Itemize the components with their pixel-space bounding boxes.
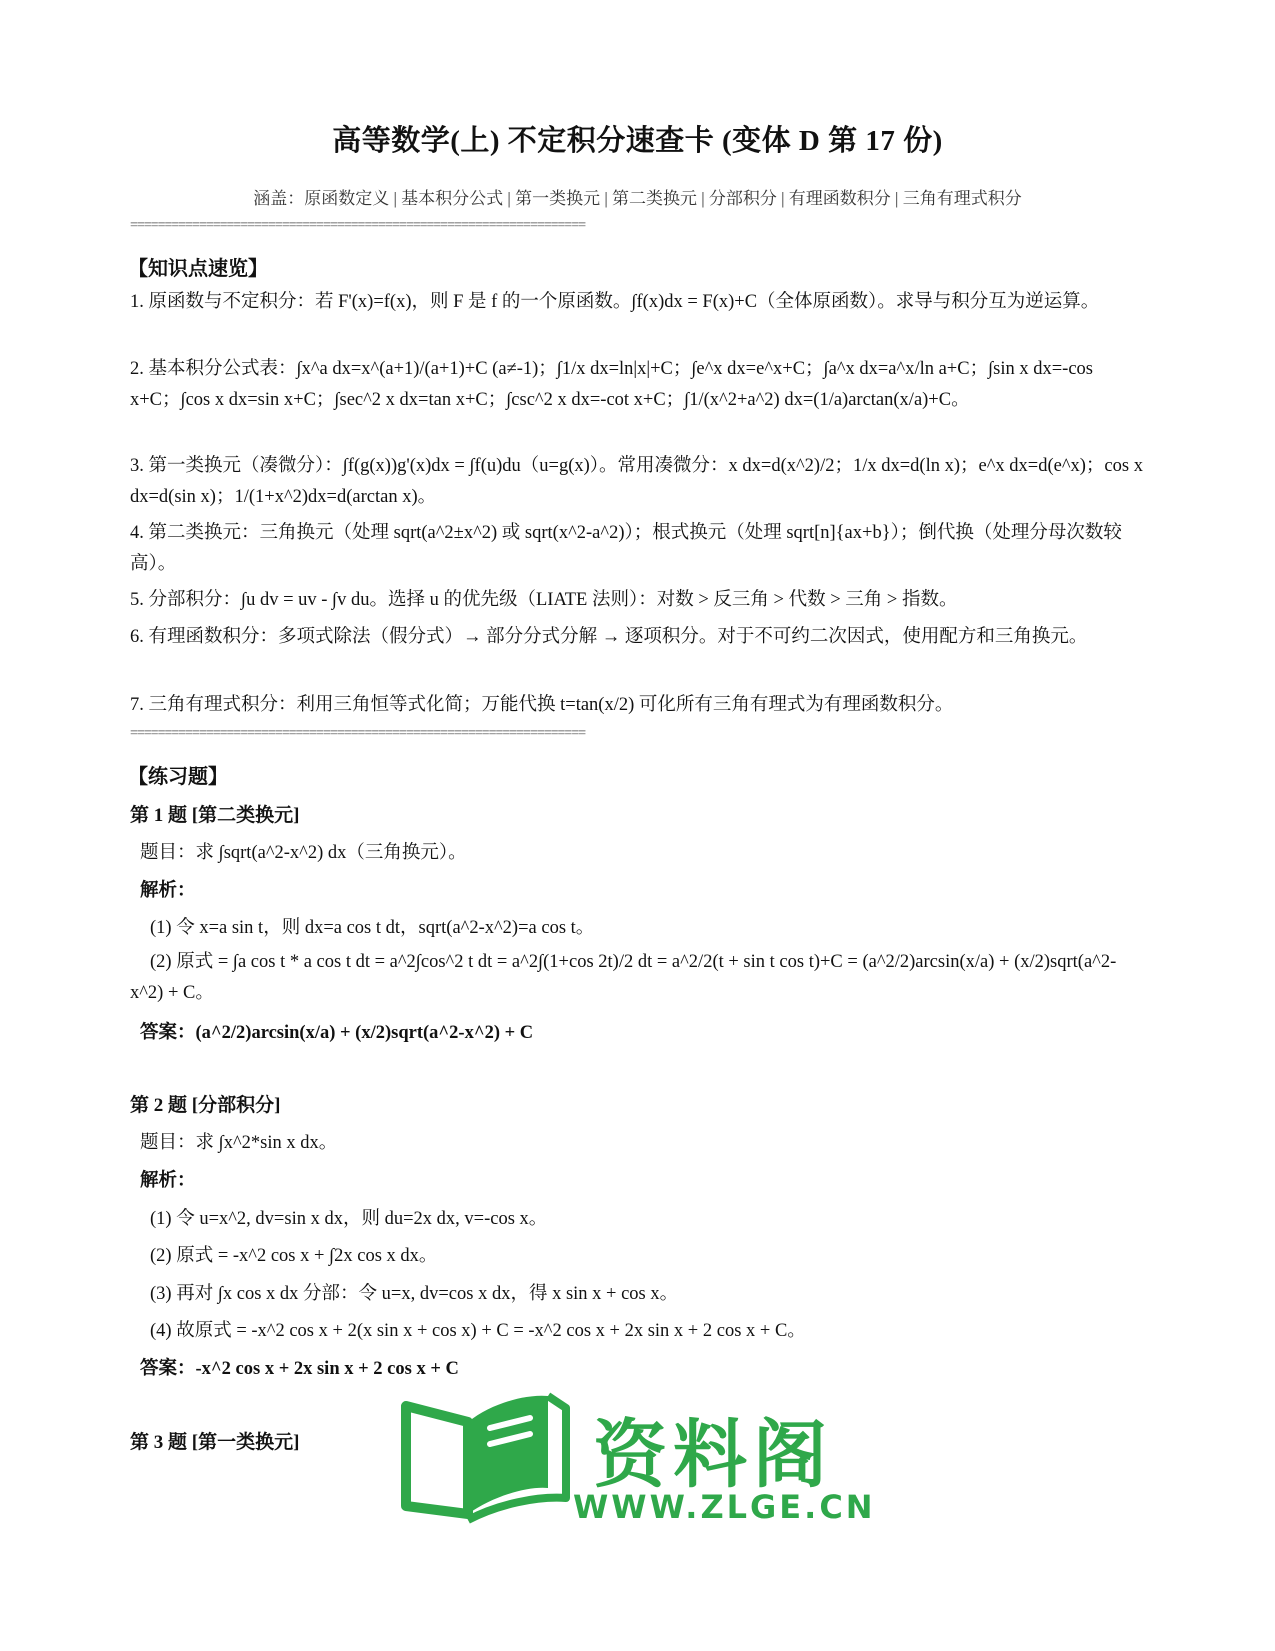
watermark [398,1388,876,1538]
open-book-icon [398,1388,573,1528]
analysis-label: 解析： [140,881,196,901]
question-1-answer: 答案：(a^2/2)arcsin(x/a) + (x/2)sqrt(a^2-x^2) + C [140,1023,534,1043]
knowledge-heading: 【知识点速览】 [128,258,268,280]
solution-step: (2) 原式 = ∫a cos t * a cos t dt = a^2∫cos^2 t dt = a^2∫(1+cos 2t)/2 dt = a^2/2(t + sin t cos t)+C = (a^2/2)arcsin(x/a) + (x/2)sqrt(a^2-x^2) + C。 [130,952,1117,1003]
knowledge-item: 2. 基本积分公式表：∫x^a dx=x^(a+1)/(a+1)+C (a≠-1)；∫1/x dx=ln|x|+C；∫e^x dx=e^x+C；∫a^x dx=a^x/ln a+C；∫sin x dx=-cos x+C；∫cos x dx=sin x+C；∫sec^2 x dx=tan x+C；∫csc^2 x dx=-cot x+C；∫1/(x^2+a^2) dx=(1/a)arctan(x/a)+C。 [130,359,1093,410]
solution-step: (4) 故原式 = -x^2 cos x + 2(x sin x + cos x) + C = -x^2 cos x + 2x sin x + 2 cos x + C。 [150,1321,806,1341]
watermark-url: WWW.ZLGE.CN [573,1488,876,1526]
solution-step: (1) 令 x=a sin t，则 dx=a cos t dt，sqrt(a^2-x^2)=a cos t。 [150,918,595,938]
question-2-title: 第 2 题 [分部积分] [130,1095,281,1116]
divider: ================================================================== [130,218,586,233]
page-title: 高等数学(上) 不定积分速查卡 (变体 D 第 17 份) [332,125,943,157]
knowledge-item: 1. 原函数与不定积分：若 F'(x)=f(x)，则 F 是 f 的一个原函数。∫f(x)dx = F(x)+C（全体原函数）。求导与积分互为逆运算。 [130,292,1100,312]
analysis-label: 解析： [140,1171,196,1191]
page-subtitle: 涵盖：原函数定义 | 基本积分公式 | 第一类换元 | 第二类换元 | 分部积分 | 有理函数积分 | 三角有理式积分 [253,189,1022,208]
watermark-brand: 资料阁 [593,1412,833,1498]
question-2-stem: 题目：求 ∫x^2*sin x dx。 [140,1133,338,1153]
solution-step: (3) 再对 ∫x cos x dx 分部：令 u=x, dv=cos x dx，得 x sin x + cos x。 [150,1284,679,1304]
question-1-title: 第 1 题 [第二类换元] [130,805,300,826]
knowledge-item: 7. 三角有理式积分：利用三角恒等式化简；万能代换 t=tan(x/2) 可化所有三角有理式为有理函数积分。 [130,695,954,715]
solution-step: (1) 令 u=x^2, dv=sin x dx，则 du=2x dx, v=-cos x。 [150,1209,548,1229]
knowledge-item: 4. 第二类换元：三角换元（处理 sqrt(a^2±x^2) 或 sqrt(x^2-a^2)）；根式换元（处理 sqrt[n]{ax+b}）；倒代换（处理分母次数较高）。 [130,523,1122,574]
question-2-answer: 答案：-x^2 cos x + 2x sin x + 2 cos x + C [140,1359,459,1379]
knowledge-item: 3. 第一类换元（凑微分）：∫f(g(x))g'(x)dx = ∫f(u)du（u=g(x)）。常用凑微分：x dx=d(x^2)/2；1/x dx=d(ln x)；e^x dx=d(e^x)；cos x dx=d(sin x)；1/(1+x^2)dx=d(arctan x)。 [130,456,1143,507]
knowledge-item: 5. 分部积分：∫u dv = uv - ∫v du。选择 u 的优先级（LIATE 法则）：对数 > 反三角 > 代数 > 三角 > 指数。 [130,590,958,610]
question-1-stem: 题目：求 ∫sqrt(a^2-x^2) dx（三角换元）。 [140,843,467,863]
knowledge-item: 6. 有理函数积分：多项式除法（假分式）→ 部分分式分解 → 逐项积分。对于不可约二次因式，使用配方和三角换元。 [130,627,1088,647]
question-3-title: 第 3 题 [第一类换元] [130,1432,300,1453]
divider: ================================================================== [130,726,586,741]
practice-heading: 【练习题】 [128,766,228,788]
solution-step: (2) 原式 = -x^2 cos x + ∫2x cos x dx。 [150,1246,438,1266]
